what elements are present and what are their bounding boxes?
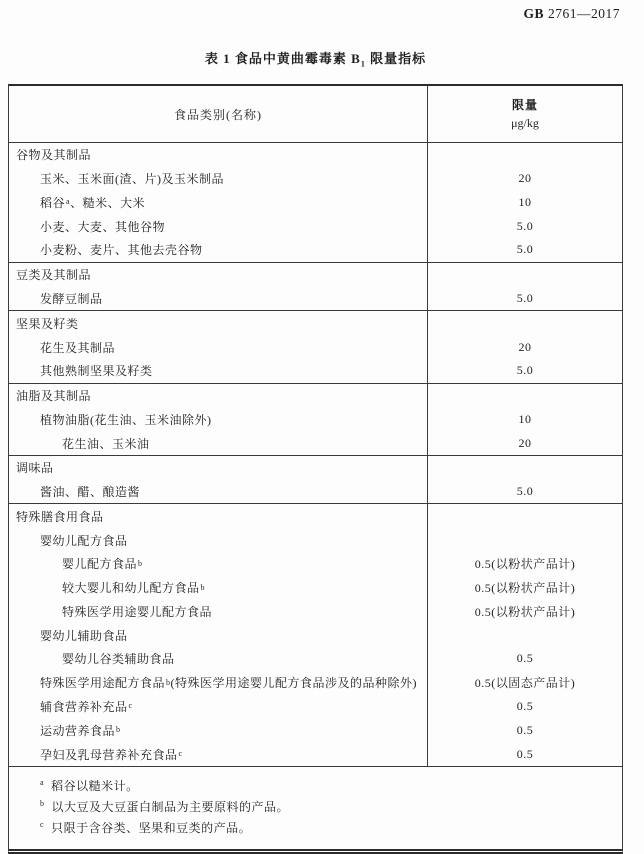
food-name: 谷物及其制品 — [16, 148, 92, 163]
footnote-text: 以大豆及大豆蛋白制品为主要原料的产品。 — [51, 799, 290, 814]
table-group — [9, 503, 622, 765]
food-category-cell — [9, 359, 428, 383]
doc-number-prefix: GB — [523, 6, 544, 21]
food-name: 运动营养食品 — [40, 723, 116, 738]
limit-value-cell: 20 — [518, 435, 532, 450]
food-name-continued: (特殊医学用途婴儿配方食品涉及的品种除外) — [170, 676, 418, 691]
limit-value-cell: 20 — [518, 339, 532, 354]
table-row — [9, 238, 622, 262]
table-row — [9, 335, 622, 359]
food-category-cell — [9, 287, 428, 311]
limit-value-cell — [428, 143, 622, 167]
table-row — [9, 456, 622, 480]
food-category-cell — [9, 600, 428, 624]
table-group — [9, 383, 622, 455]
food-category-cell — [9, 623, 428, 647]
column-header-limit — [428, 86, 622, 142]
food-name: 特殊医学用途婴儿配方食品 — [62, 604, 213, 619]
footnote-line — [39, 776, 612, 797]
food-category-cell — [9, 431, 428, 455]
limits-table — [8, 84, 623, 854]
food-category-cell — [9, 407, 428, 431]
table-footnotes — [9, 766, 622, 849]
food-name: 酱油、醋、酿造酱 — [40, 485, 141, 500]
food-name: 婴幼儿辅助食品 — [40, 628, 128, 643]
food-category-cell — [9, 504, 428, 528]
table-row — [9, 214, 622, 238]
table-row — [9, 431, 622, 455]
food-name: 油脂及其制品 — [16, 389, 92, 404]
limit-value-cell: 0.5 — [516, 651, 534, 666]
food-category-cell — [9, 647, 428, 671]
table-title-prefix: 表 1 食品中黄曲霉毒素 B — [204, 51, 361, 66]
table-group — [9, 262, 622, 311]
footnote-line — [39, 797, 612, 818]
food-name: 婴幼儿谷类辅助食品 — [62, 652, 175, 667]
footnote-marker: b — [40, 798, 45, 808]
table-row — [9, 287, 622, 311]
food-category-cell: 孕妇及乳母营养补充食品 c — [9, 742, 428, 766]
food-category-cell — [9, 143, 428, 167]
limit-value-cell: 0.5 — [516, 746, 534, 761]
limit-value-cell: 0.5(以粉状产品计) — [474, 604, 576, 619]
food-category-cell — [9, 335, 428, 359]
limit-value-cell: 5.0 — [516, 242, 534, 257]
food-name: 小麦、大麦、其他谷物 — [40, 219, 166, 234]
food-name: 特殊医学用途配方食品 — [40, 676, 166, 691]
food-category-cell — [9, 238, 428, 262]
food-name: 婴儿配方食品 — [62, 557, 138, 572]
food-name: 稻谷 — [40, 195, 66, 210]
table-row — [9, 600, 622, 624]
table-row — [9, 695, 622, 719]
table-row — [9, 167, 622, 191]
food-name: 坚果及籽类 — [16, 316, 79, 331]
table-group — [9, 143, 622, 262]
table-row — [9, 263, 622, 287]
doc-number — [0, 6, 620, 22]
food-category-cell — [9, 528, 428, 552]
table-group — [9, 310, 622, 382]
table-group — [9, 455, 622, 504]
food-name: 婴幼儿配方食品 — [40, 533, 128, 548]
food-category-cell: 运动营养食品 b — [9, 718, 428, 742]
column-header-food-category: 食品类别(名称) — [9, 86, 428, 142]
limit-value-cell: 0.5 — [516, 722, 534, 737]
limit-value-cell: 5.0 — [516, 484, 534, 499]
table-row — [9, 407, 622, 431]
table-row — [9, 480, 622, 504]
table-title — [8, 48, 623, 69]
food-name: 豆类及其制品 — [16, 268, 92, 283]
food-category-cell — [9, 214, 428, 238]
table-title-subscript: 1 — [360, 59, 366, 69]
table-row — [9, 384, 622, 408]
limit-value-cell — [428, 311, 622, 335]
limit-value-cell: 0.5 — [516, 698, 534, 713]
table-row — [9, 647, 622, 671]
footnote-text: 只限于含谷类、坚果和豆类的产品。 — [51, 820, 252, 835]
food-name: 玉米、玉米面(渣、片)及玉米制品 — [40, 172, 224, 187]
limit-value-cell: 10 — [518, 194, 532, 209]
food-category-cell: 较大婴儿和幼儿配方食品 b — [9, 576, 428, 600]
food-name: 花生及其制品 — [40, 340, 116, 355]
table-title-suffix: 限量指标 — [365, 51, 427, 66]
limit-value-cell: 5.0 — [516, 218, 534, 233]
limit-value-cell — [428, 504, 622, 528]
food-category-cell — [9, 480, 428, 504]
food-name: 小麦粉、麦片、其他去壳谷物 — [40, 243, 203, 258]
food-name: 较大婴儿和幼儿配方食品 — [62, 581, 200, 596]
food-name: 特殊膳食用食品 — [16, 509, 104, 524]
table-row — [9, 504, 622, 528]
food-category-cell — [9, 311, 428, 335]
food-category-cell — [9, 456, 428, 480]
footnote-text: 稻谷以糙米计。 — [51, 778, 139, 793]
food-name: 孕妇及乳母营养补充食品 — [40, 747, 178, 762]
food-category-cell: 婴儿配方食品 b — [9, 552, 428, 576]
food-category-cell — [9, 167, 428, 191]
food-category-cell: 稻谷 a 、糙米、大米 — [9, 191, 428, 215]
food-category-cell: 辅食营养补充品 c — [9, 695, 428, 719]
limit-value-cell: 20 — [518, 171, 532, 186]
column-header-limit-label: 限量 — [511, 98, 538, 112]
limit-value-cell: 0.5(以固态产品计) — [474, 676, 576, 691]
food-name: 发酵豆制品 — [40, 291, 103, 306]
food-name: 辅食营养补充品 — [40, 699, 128, 714]
footnote-line — [39, 818, 612, 839]
table-header-row — [9, 86, 622, 143]
table-row — [9, 576, 622, 600]
table-row — [9, 359, 622, 383]
table-row — [9, 718, 622, 742]
limit-value-cell — [428, 384, 622, 408]
limit-value-cell: 5.0 — [516, 290, 534, 305]
food-name: 花生油、玉米油 — [62, 436, 150, 451]
food-category-cell: 特殊医学用途配方食品 b (特殊医学用途婴儿配方食品涉及的品种除外) — [9, 671, 428, 695]
food-name: 植物油脂(花生油、玉米油除外) — [40, 412, 212, 427]
limit-value-cell — [428, 263, 622, 287]
table-row — [9, 671, 622, 695]
food-category-cell — [9, 263, 428, 287]
footnote-marker: a — [40, 777, 45, 787]
limit-value-cell — [428, 528, 622, 552]
table-row — [9, 528, 622, 552]
table-row — [9, 143, 622, 167]
table-row — [9, 623, 622, 647]
limit-value-cell — [428, 456, 622, 480]
table-row — [9, 191, 622, 215]
limit-value-cell: 0.5(以粉状产品计) — [474, 557, 576, 572]
limit-value-cell: 10 — [518, 411, 532, 426]
food-name: 其他熟制坚果及籽类 — [40, 364, 153, 379]
table-body — [9, 143, 622, 766]
food-name-continued: 、糙米、大米 — [70, 195, 146, 210]
table-row — [9, 311, 622, 335]
table-row — [9, 742, 622, 766]
food-name: 调味品 — [16, 461, 54, 476]
column-header-limit-unit: μg/kg — [511, 116, 539, 130]
table-row — [9, 552, 622, 576]
footnote-marker: c — [40, 819, 45, 829]
limit-value-cell: 0.5(以粉状产品计) — [474, 581, 576, 596]
food-category-cell — [9, 384, 428, 408]
limit-value-cell: 5.0 — [516, 363, 534, 378]
doc-number-code: 2761—2017 — [548, 6, 620, 21]
limit-value-cell — [428, 623, 622, 647]
